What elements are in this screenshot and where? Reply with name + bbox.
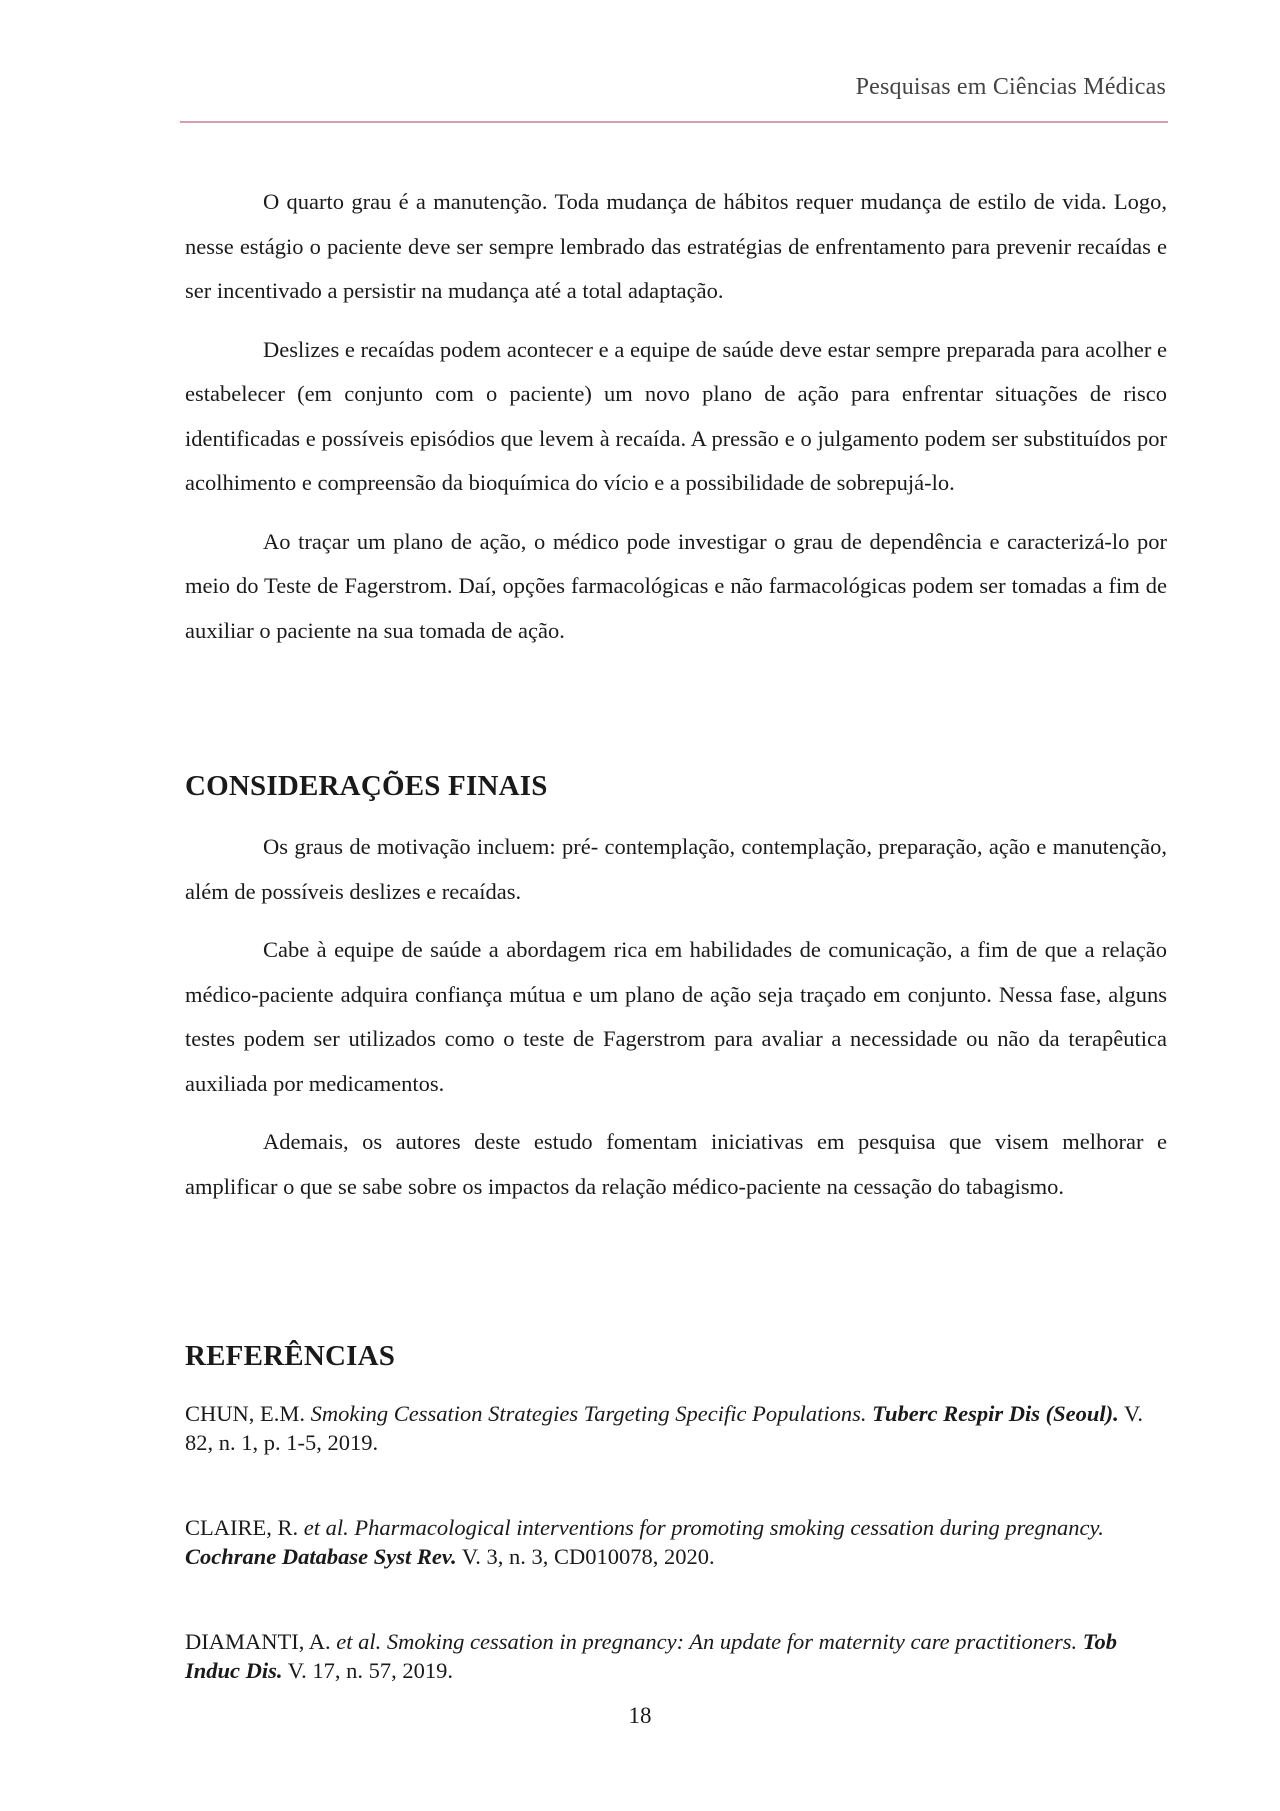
reference-item	[185, 1399, 1167, 1457]
paragraph: Ao traçar um plano de ação, o médico pode investigar o grau de dependência e caracterizá-lo por meio do Teste de Fagerstrom. Daí, opções farmacológicas e não farmacológicas podem ser tomadas a fim de auxiliar o paciente na sua tomada de ação.	[185, 528, 1167, 643]
reference-item	[185, 1513, 1167, 1571]
paragraph: Deslizes e recaídas podem acontecer e a equipe de saúde deve estar sempre preparada para acolher e estabelecer (em conjunto com o paciente) um novo plano de ação para enfrentar situações de risco identificadas e possíveis episódios que levem à recaída. A pressão e o julgamento podem ser substituídos por acolhimento e compreensão da bioquímica do vício e a possibilidade de sobrepujá-lo.	[185, 336, 1167, 495]
reference-item	[185, 1627, 1167, 1685]
references-section	[185, 1340, 1167, 1685]
paragraph: O quarto grau é a manutenção. Toda mudança de hábitos requer mudança de estilo de vida. Logo, nesse estágio o paciente deve ser sempre lembrado das estratégias de enfrentamento para prevenir recaídas e ser incentivado a persistir na mudança até a total adaptação.	[185, 189, 1167, 303]
reference-journal: Tob Induc Dis.	[185, 1629, 1117, 1683]
reference-details: V. 82, n. 1, p. 1-5, 2019.	[185, 1401, 1143, 1455]
final-considerations-section	[185, 770, 1167, 1209]
paragraph: Os graus de motivação incluem: pré- contemplação, contemplação, preparação, ação e manutenção, além de possíveis deslizes e recaídas.	[185, 834, 1167, 904]
section-heading: CONSIDERAÇÕES FINAIS	[185, 770, 548, 802]
reference-journal: Cochrane Database Syst Rev.	[185, 1544, 457, 1569]
reference-author: CLAIRE, R.	[185, 1515, 304, 1540]
page-number: 18	[628, 1703, 652, 1728]
intro-paragraphs	[185, 180, 1167, 653]
reference-details: V. 3, n. 3, CD010078, 2020.	[456, 1544, 715, 1569]
paragraph: Cabe à equipe de saúde a abordagem rica em habilidades de comunicação, a fim de que a relação médico-paciente adquira confiança mútua e um plano de ação seja traçado em conjunto. Nessa fase, alguns testes podem ser utilizados como o teste de Fagerstrom para avaliar a necessidade ou não da terapêutica auxiliada por medicamentos.	[185, 937, 1167, 1096]
reference-title: et al. Smoking cessation in pregnancy: An update for maternity care practitioners.	[336, 1629, 1083, 1654]
header-rule	[180, 121, 1168, 123]
reference-title: Smoking Cessation Strategies Targeting Specific Populations.	[310, 1401, 873, 1426]
reference-author: CHUN, E.M.	[185, 1401, 311, 1426]
reference-details: V. 17, n. 57, 2019.	[282, 1658, 453, 1683]
section-heading: REFERÊNCIAS	[185, 1340, 396, 1372]
running-header: Pesquisas em Ciências Médicas	[855, 74, 1166, 100]
reference-journal: Tuberc Respir Dis (Seoul).	[872, 1401, 1119, 1426]
reference-title: et al. Pharmacological interventions for promoting smoking cessation during pregnancy.	[303, 1515, 1104, 1540]
paragraph: Ademais, os autores deste estudo fomentam iniciativas em pesquisa que visem melhorar e amplificar o que se sabe sobre os impactos da relação médico-paciente na cessação do tabagismo.	[185, 1129, 1167, 1199]
reference-author: DIAMANTI, A.	[185, 1629, 337, 1654]
